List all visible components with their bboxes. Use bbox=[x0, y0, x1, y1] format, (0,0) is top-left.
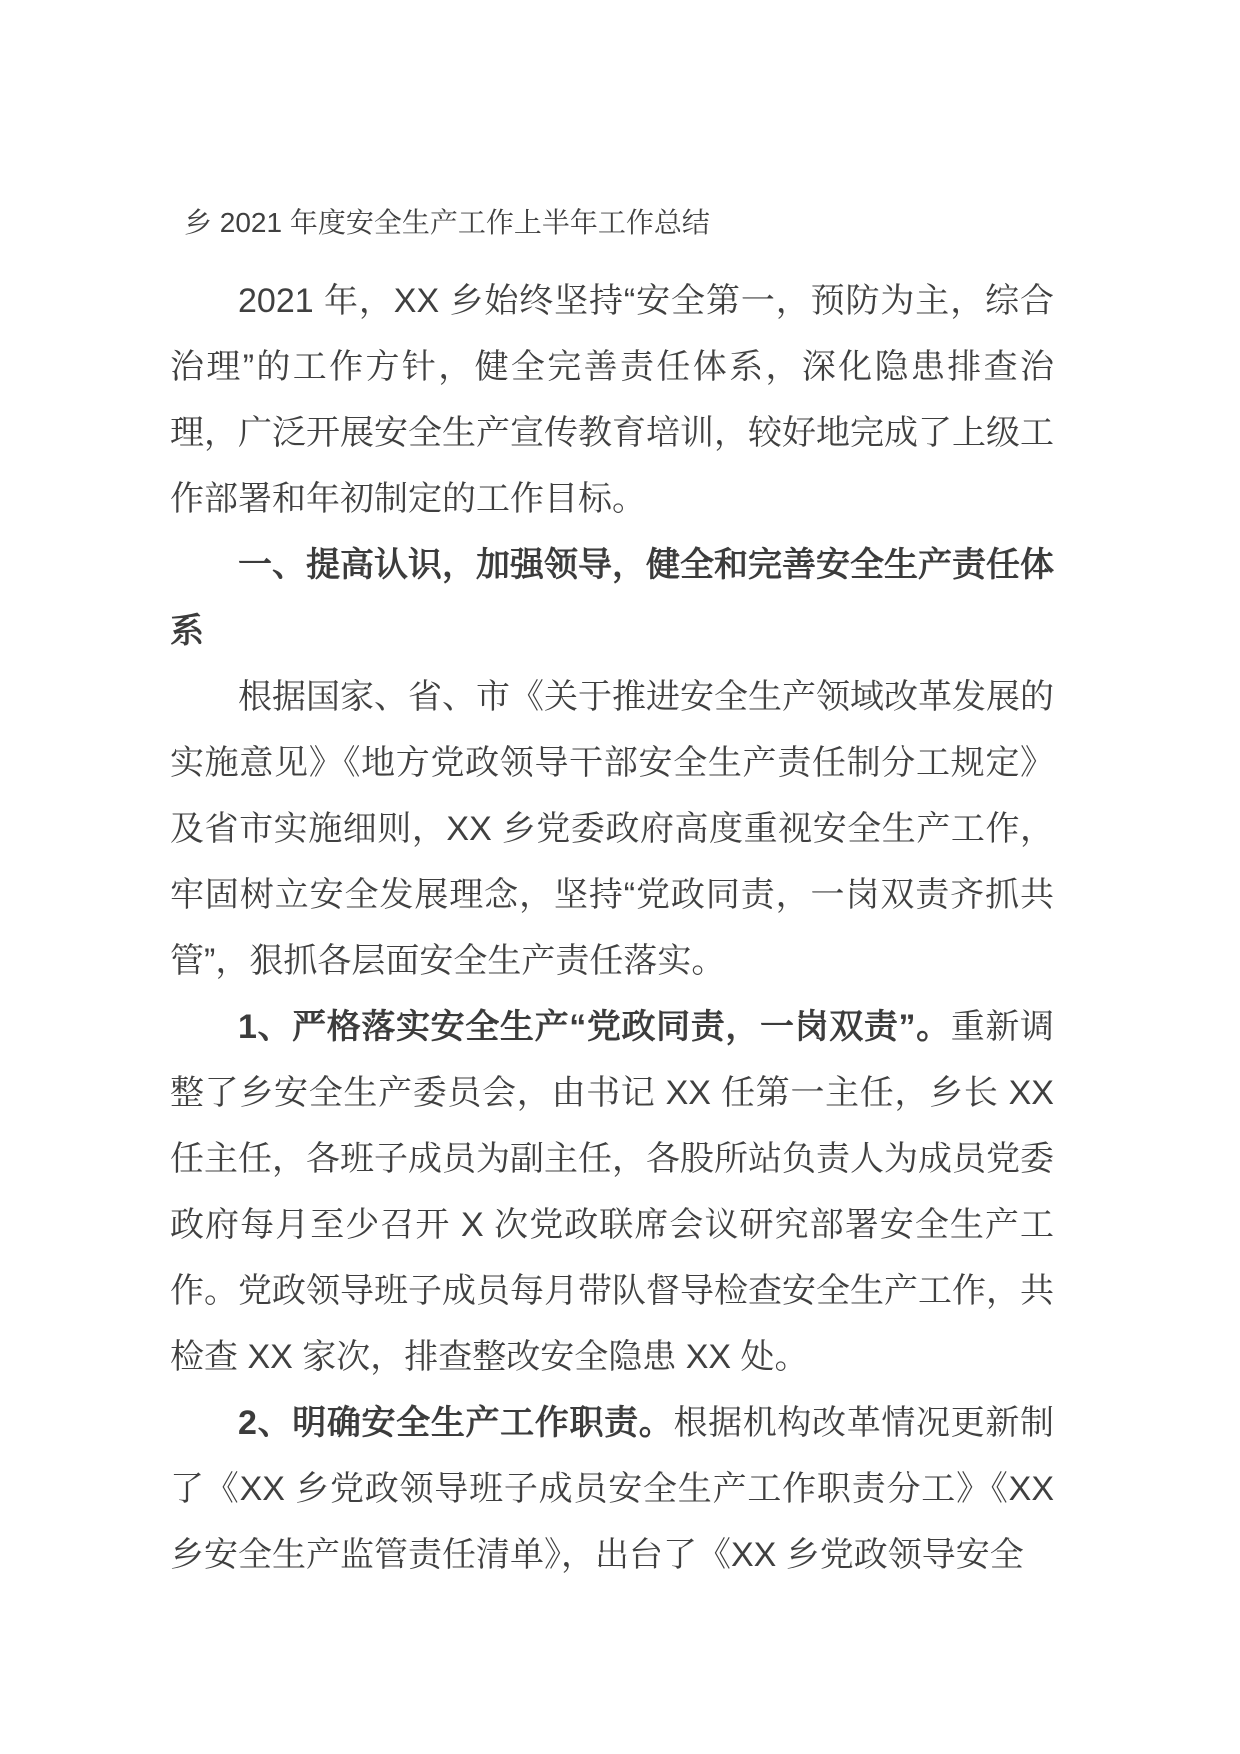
section-1-heading: 一、提高认识，加强领导，健全和完善安全生产责任体系 bbox=[170, 546, 1054, 650]
numbered-item-2-text: 根据机构改革情况更新制了《XX 乡党政领导班子成员安全生产工作职责分工》《XX 乡安全生产监管责任清单》，出台了《XX 乡党政领导安全 bbox=[170, 1404, 1054, 1574]
section-1-lead-paragraph: 根据国家、省、市《关于推进安全生产领域改革发展的实施意见》《地方党政领导干部安全生产责任制分工规定》及省市实施细则，XX 乡党委政府高度重视安全生产工作，牢固树立安全发展理念，坚持“党政同责，一岗双责齐抓共管”，狠抓各层面安全生产责任落实。 bbox=[170, 678, 1054, 980]
numbered-item-1-text: 重新调整了乡安全生产委员会，由书记 XX 任第一主任，乡长 XX 任主任，各班子成员为副主任，各股所站负责人为成员党委政府每月至少召开 X 次党政联席会议研究部署安全生产工作。党政领导班子成员每月带队督导检查安全生产工作，共检查 XX 家次，排查整改安全隐患 XX 处。 bbox=[170, 1008, 1054, 1376]
intro-paragraph: 2021 年，XX 乡始终坚持“安全第一，预防为主，综合治理”的工作方针，健全完善责任体系，深化隐患排查治理，广泛开展安全生产宣传教育培训，较好地完成了上级工作部署和年初制定的工作目标。 bbox=[170, 282, 1054, 518]
numbered-item-2-label: 2、明确安全生产工作职责。 bbox=[238, 1404, 674, 1442]
numbered-item-1 bbox=[170, 994, 1054, 1390]
numbered-item-1-label: 1、严格落实安全生产“党政同责，一岗双责”。 bbox=[238, 1008, 951, 1046]
document-title: 乡 2021 年度安全生产工作上半年工作总结 bbox=[184, 207, 710, 238]
numbered-item-2 bbox=[170, 1390, 1054, 1588]
